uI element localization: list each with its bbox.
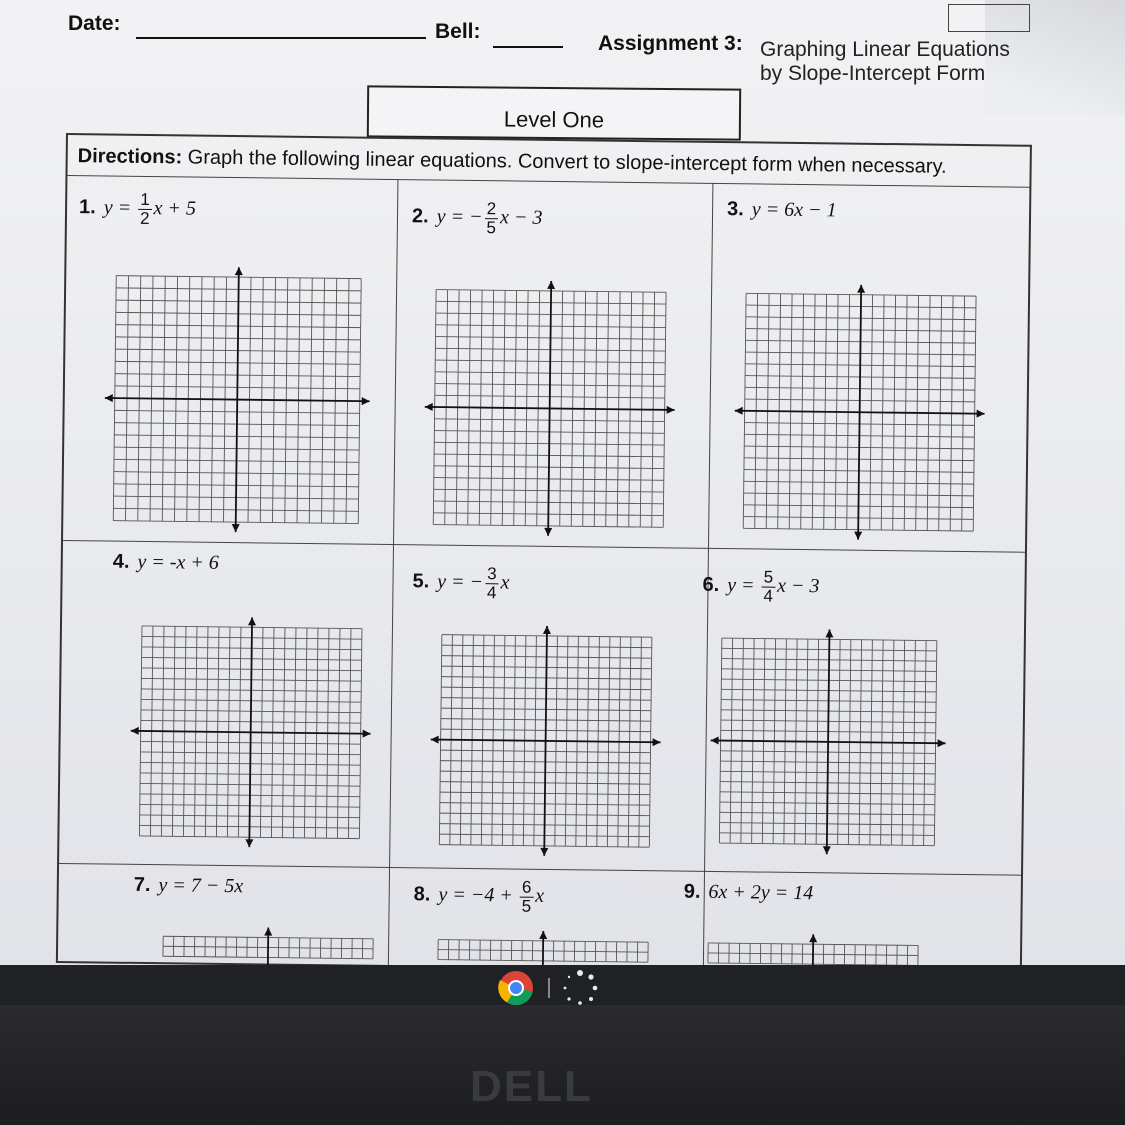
problem-1 [79,190,196,228]
problem-number: 8. [413,883,431,906]
problem-number: 5. [412,570,430,593]
assignment-label: Assignment 3: [598,32,743,55]
directions [78,145,947,179]
problem-number: 4. [112,550,130,573]
problem-number: 2. [411,205,429,228]
equation: y = $\frac{5}{4}$ x − 3 [727,567,820,606]
taskbar-separator [548,978,550,998]
problem-number: 3. [726,198,744,221]
problem-number: 1. [78,196,96,219]
assignment-title-line2: by Slope-Intercept Form [760,62,986,85]
divider [388,179,399,965]
coordinate-grid[interactable] [153,926,383,969]
dell-logo: DELL [470,1062,593,1111]
directions-text: Graph the following linear equations. Convert to slope-intercept form when necessary. [187,146,947,178]
fraction: $\frac{2}{5}$ [486,199,497,238]
coordinate-grid[interactable] [709,628,947,856]
problem-number: 7. [133,873,151,897]
problem-2 [412,199,543,238]
problem-9 [684,881,814,906]
level-label: Level One [503,106,605,133]
coordinate-grid[interactable] [423,279,676,537]
fraction: $\frac{3}{4}$ [486,564,497,603]
coordinate-grid[interactable] [103,266,371,534]
bell-blank[interactable] [493,46,563,48]
score-box [948,4,1030,32]
equation: y = 6x − 1 [751,198,837,222]
equation: y = -x + 6 [137,550,219,574]
equation: 6x + 2y = 14 [708,880,814,905]
equation: y = − $\frac{3}{4}$ x [437,564,510,603]
bell-label: Bell: [435,20,481,43]
problem-8 [413,877,544,916]
level-box [367,85,741,140]
problem-3 [727,198,837,222]
equation: y = −4 + $\frac{6}{5}$ x [438,877,545,916]
date-blank[interactable] [136,37,426,39]
equation: y = $\frac{1}{2}$ x + 5 [103,189,197,229]
fraction: $\frac{1}{2}$ [139,189,150,229]
coordinate-grid[interactable] [429,625,662,858]
problem-5 [412,564,509,602]
loading-icon[interactable] [560,968,600,1008]
fraction: $\frac{6}{5}$ [521,877,532,916]
problem-4 [113,551,219,575]
problem-table [56,133,1032,975]
fraction: $\frac{5}{4}$ [763,567,774,606]
chrome-icon[interactable] [498,970,534,1006]
date-label: Date: [68,12,121,35]
coordinate-grid[interactable] [733,283,986,541]
equation: y = 7 − 5x [158,874,244,898]
problem-6 [702,568,819,606]
coordinate-grid[interactable] [129,616,372,849]
problem-7 [134,874,244,898]
problem-number: 9. [683,880,701,903]
problem-number: 6. [702,573,720,597]
directions-label: Directions: [77,145,183,169]
assignment-title-line1: Graphing Linear Equations [760,38,1010,61]
equation: y = − $\frac{2}{5}$ x − 3 [436,199,543,238]
